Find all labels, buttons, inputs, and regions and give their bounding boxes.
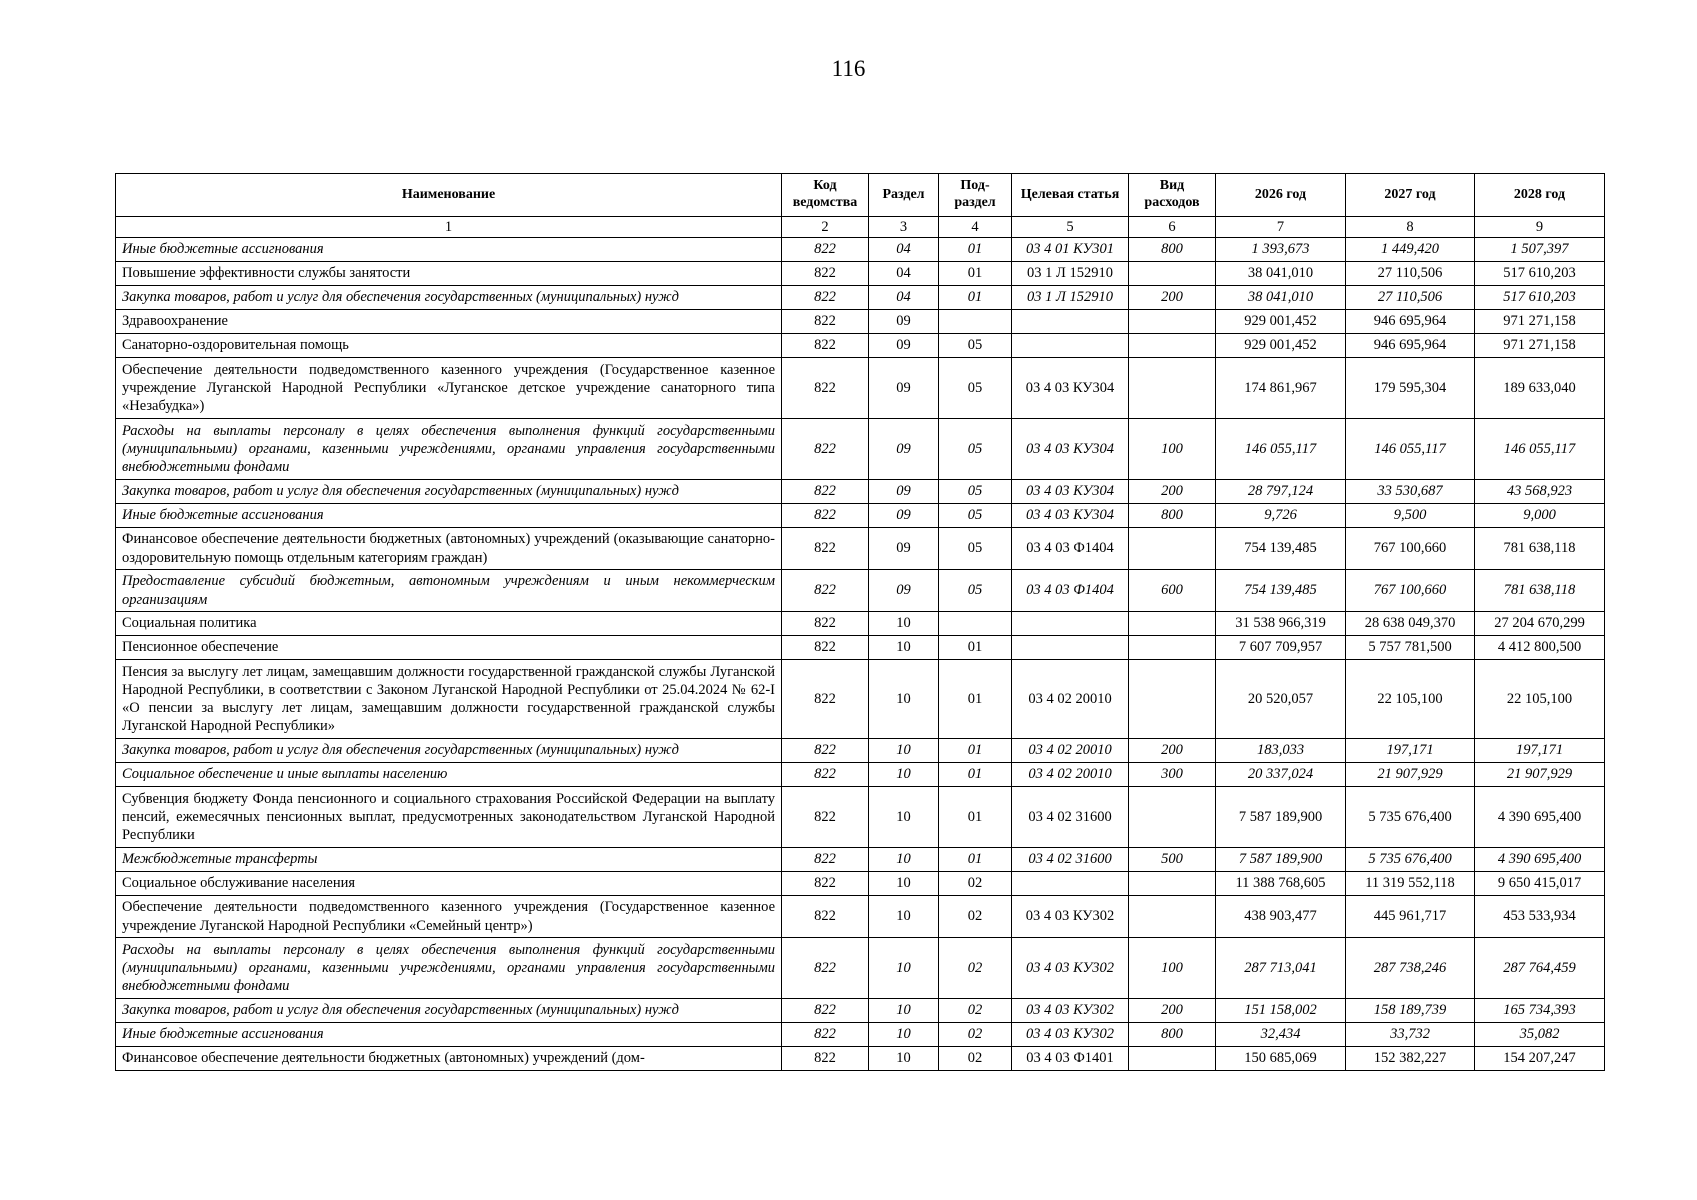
row-kod: 822 [782,1047,869,1071]
row-2026: 32,434 [1216,1023,1346,1047]
row-podrazdel: 01 [939,787,1012,848]
row-2027: 146 055,117 [1346,419,1475,480]
row-2028: 4 412 800,500 [1475,636,1605,660]
row-2026: 20 337,024 [1216,763,1346,787]
table-row [116,787,1605,848]
row-vid [1129,660,1216,739]
row-celevaya: 03 4 03 Ф1401 [1012,1047,1129,1071]
table-row [116,480,1605,504]
row-2028: 781 638,118 [1475,528,1605,570]
row-2028: 453 533,934 [1475,896,1605,938]
row-name: Закупка товаров, работ и услуг для обеспечения государственных (муниципальных) нужд [116,480,782,504]
column-number: 7 [1216,217,1346,238]
row-2028: 4 390 695,400 [1475,848,1605,872]
row-celevaya: 03 4 03 КУ302 [1012,938,1129,999]
row-2026: 31 538 966,319 [1216,612,1346,636]
header-kod: Код ведомства [782,174,869,217]
row-vid: 200 [1129,999,1216,1023]
row-vid: 200 [1129,286,1216,310]
row-podrazdel: 05 [939,480,1012,504]
row-name: Социальное обслуживание населения [116,872,782,896]
row-vid: 500 [1129,848,1216,872]
row-2026: 287 713,041 [1216,938,1346,999]
row-2028: 154 207,247 [1475,1047,1605,1071]
row-kod: 822 [782,480,869,504]
row-razdel: 10 [869,1023,939,1047]
row-2028: 43 568,923 [1475,480,1605,504]
row-razdel: 10 [869,999,939,1023]
row-2027: 767 100,660 [1346,570,1475,612]
table-row [116,612,1605,636]
row-name: Финансовое обеспечение деятельности бюджетных (автономных) учреждений (оказывающие санаторно-оздоровительную помощь отдельным категориям граждан) [116,528,782,570]
row-vid: 800 [1129,238,1216,262]
table-row [116,1023,1605,1047]
row-2028: 4 390 695,400 [1475,787,1605,848]
row-vid [1129,334,1216,358]
header-razdel: Раздел [869,174,939,217]
header-vid: Вид расходов [1129,174,1216,217]
row-2028: 1 507,397 [1475,238,1605,262]
row-vid: 200 [1129,480,1216,504]
row-2026: 28 797,124 [1216,480,1346,504]
row-celevaya [1012,334,1129,358]
row-podrazdel: 02 [939,1047,1012,1071]
row-kod: 822 [782,660,869,739]
row-kod: 822 [782,763,869,787]
row-celevaya: 03 4 02 20010 [1012,660,1129,739]
row-celevaya: 03 4 03 КУ302 [1012,1023,1129,1047]
row-name: Финансовое обеспечение деятельности бюджетных (автономных) учреждений (дом- [116,1047,782,1071]
row-podrazdel: 02 [939,872,1012,896]
row-2027: 767 100,660 [1346,528,1475,570]
row-vid [1129,896,1216,938]
row-2027: 197,171 [1346,739,1475,763]
row-razdel: 10 [869,787,939,848]
row-celevaya: 03 4 03 КУ304 [1012,358,1129,419]
row-vid: 800 [1129,504,1216,528]
row-2028: 22 105,100 [1475,660,1605,739]
row-2027: 179 595,304 [1346,358,1475,419]
table-row [116,310,1605,334]
row-podrazdel: 02 [939,1023,1012,1047]
row-celevaya: 03 4 02 31600 [1012,848,1129,872]
row-name: Расходы на выплаты персоналу в целях обеспечения выполнения функций государственными (муниципальными) органами, казенными учреждениями, органами управления государственными внебюджетными фондами [116,419,782,480]
row-razdel: 04 [869,286,939,310]
row-kod: 822 [782,1023,869,1047]
table-row [116,528,1605,570]
row-podrazdel: 01 [939,848,1012,872]
budget-table [115,173,1605,1071]
row-2028: 971 271,158 [1475,310,1605,334]
row-2027: 287 738,246 [1346,938,1475,999]
row-2028: 27 204 670,299 [1475,612,1605,636]
row-name: Иные бюджетные ассигнования [116,1023,782,1047]
row-celevaya: 03 4 02 31600 [1012,787,1129,848]
row-celevaya: 03 4 03 Ф1404 [1012,528,1129,570]
row-name: Субвенция бюджету Фонда пенсионного и социального страхования Российской Федерации на выплату пенсий, ежемесячных пенсионных выплат, предусмотренных законодательством Луганской Народной Республики [116,787,782,848]
row-2027: 946 695,964 [1346,334,1475,358]
row-razdel: 09 [869,504,939,528]
row-2026: 754 139,485 [1216,570,1346,612]
row-podrazdel: 05 [939,334,1012,358]
table-row [116,872,1605,896]
table-row [116,848,1605,872]
row-name: Повышение эффективности службы занятости [116,262,782,286]
row-razdel: 09 [869,358,939,419]
table-row [116,1047,1605,1071]
row-2026: 183,033 [1216,739,1346,763]
row-2026: 11 388 768,605 [1216,872,1346,896]
row-kod: 822 [782,419,869,480]
row-2027: 28 638 049,370 [1346,612,1475,636]
row-2026: 9,726 [1216,504,1346,528]
row-name: Расходы на выплаты персоналу в целях обеспечения выполнения функций государственными (муниципальными) органами, казенными учреждениями, органами управления государственными внебюджетными фондами [116,938,782,999]
table-row [116,286,1605,310]
row-2027: 11 319 552,118 [1346,872,1475,896]
row-2026: 38 041,010 [1216,286,1346,310]
row-kod: 822 [782,570,869,612]
row-name: Иные бюджетные ассигнования [116,238,782,262]
row-2027: 33,732 [1346,1023,1475,1047]
row-vid [1129,787,1216,848]
table-row [116,419,1605,480]
row-name: Предоставление субсидий бюджетным, автономным учреждениям и иным некоммерческим организациям [116,570,782,612]
row-2027: 158 189,739 [1346,999,1475,1023]
row-podrazdel: 01 [939,660,1012,739]
row-kod: 822 [782,938,869,999]
row-razdel: 09 [869,334,939,358]
row-2028: 165 734,393 [1475,999,1605,1023]
row-2028: 35,082 [1475,1023,1605,1047]
row-vid [1129,262,1216,286]
row-2026: 7 607 709,957 [1216,636,1346,660]
column-number: 5 [1012,217,1129,238]
row-vid [1129,310,1216,334]
row-vid [1129,358,1216,419]
row-vid [1129,872,1216,896]
row-razdel: 10 [869,739,939,763]
row-podrazdel [939,310,1012,334]
row-podrazdel: 05 [939,419,1012,480]
column-number: 4 [939,217,1012,238]
row-kod: 822 [782,848,869,872]
row-2026: 929 001,452 [1216,310,1346,334]
row-celevaya: 03 4 03 КУ304 [1012,504,1129,528]
row-razdel: 10 [869,660,939,739]
row-name: Социальное обеспечение и иные выплаты населению [116,763,782,787]
row-vid [1129,1047,1216,1071]
row-name: Обеспечение деятельности подведомственного казенного учреждения (Государственное казенное учреждение Луганской Народной Республики «Семейный центр») [116,896,782,938]
column-number: 9 [1475,217,1605,238]
row-vid [1129,612,1216,636]
table-row [116,262,1605,286]
header-2028: 2028 год [1475,174,1605,217]
row-kod: 822 [782,739,869,763]
table-row [116,636,1605,660]
column-number: 1 [116,217,782,238]
row-celevaya: 03 4 02 20010 [1012,763,1129,787]
row-name: Санаторно-оздоровительная помощь [116,334,782,358]
column-number-row [116,217,1605,238]
row-razdel: 09 [869,419,939,480]
row-podrazdel: 02 [939,999,1012,1023]
row-kod: 822 [782,286,869,310]
row-name: Обеспечение деятельности подведомственного казенного учреждения (Государственное казенное учреждение Луганской Народной Республики «Луганское детское учреждение санаторного типа «Незабудка») [116,358,782,419]
row-kod: 822 [782,528,869,570]
table-row [116,238,1605,262]
row-podrazdel: 05 [939,528,1012,570]
row-celevaya: 03 4 03 КУ302 [1012,896,1129,938]
row-celevaya [1012,636,1129,660]
row-name: Закупка товаров, работ и услуг для обеспечения государственных (муниципальных) нужд [116,286,782,310]
table-row [116,358,1605,419]
row-2028: 517 610,203 [1475,286,1605,310]
row-podrazdel: 01 [939,286,1012,310]
row-celevaya: 03 1 Л 152910 [1012,286,1129,310]
row-razdel: 10 [869,636,939,660]
row-podrazdel: 01 [939,763,1012,787]
table-row [116,999,1605,1023]
header-2026: 2026 год [1216,174,1346,217]
row-2028: 971 271,158 [1475,334,1605,358]
row-razdel: 10 [869,1047,939,1071]
row-2028: 21 907,929 [1475,763,1605,787]
row-kod: 822 [782,358,869,419]
row-celevaya [1012,612,1129,636]
row-kod: 822 [782,872,869,896]
row-celevaya: 03 4 03 КУ302 [1012,999,1129,1023]
table-row [116,334,1605,358]
row-razdel: 09 [869,528,939,570]
row-celevaya [1012,872,1129,896]
row-celevaya: 03 4 03 КУ304 [1012,480,1129,504]
row-vid: 800 [1129,1023,1216,1047]
row-kod: 822 [782,504,869,528]
row-razdel: 10 [869,612,939,636]
row-name: Пенсия за выслугу лет лицам, замещавшим должности государственной гражданской службы Луганской Народной Республики, в соответствии с Законом Луганской Народной Республики от 25.04.2024 № 62-I «О пенсии за выслугу лет лицам, замещавшим должности государственной гражданской службы Луганской Народной Республики» [116,660,782,739]
row-name: Здравоохранение [116,310,782,334]
row-razdel: 04 [869,238,939,262]
row-razdel: 04 [869,262,939,286]
row-2026: 38 041,010 [1216,262,1346,286]
row-2027: 946 695,964 [1346,310,1475,334]
row-2028: 9,000 [1475,504,1605,528]
row-vid: 600 [1129,570,1216,612]
row-2027: 5 735 676,400 [1346,787,1475,848]
row-kod: 822 [782,262,869,286]
row-2026: 151 158,002 [1216,999,1346,1023]
row-2027: 27 110,506 [1346,262,1475,286]
column-number: 2 [782,217,869,238]
row-podrazdel: 01 [939,238,1012,262]
row-2026: 1 393,673 [1216,238,1346,262]
row-kod: 822 [782,787,869,848]
row-2027: 445 961,717 [1346,896,1475,938]
row-razdel: 09 [869,570,939,612]
row-celevaya: 03 4 03 Ф1404 [1012,570,1129,612]
row-2027: 152 382,227 [1346,1047,1475,1071]
row-podrazdel: 02 [939,896,1012,938]
row-podrazdel: 05 [939,504,1012,528]
row-2027: 22 105,100 [1346,660,1475,739]
row-2027: 5 757 781,500 [1346,636,1475,660]
row-2026: 754 139,485 [1216,528,1346,570]
row-podrazdel: 01 [939,636,1012,660]
row-podrazdel [939,612,1012,636]
row-podrazdel: 01 [939,739,1012,763]
row-2027: 5 735 676,400 [1346,848,1475,872]
row-kod: 822 [782,612,869,636]
row-celevaya: 03 1 Л 152910 [1012,262,1129,286]
table-row [116,763,1605,787]
row-2028: 146 055,117 [1475,419,1605,480]
row-2026: 438 903,477 [1216,896,1346,938]
row-name: Иные бюджетные ассигнования [116,504,782,528]
row-kod: 822 [782,636,869,660]
row-vid: 100 [1129,419,1216,480]
table-row [116,896,1605,938]
row-2027: 21 907,929 [1346,763,1475,787]
header-celevaya: Целевая статья [1012,174,1129,217]
header-2027: 2027 год [1346,174,1475,217]
row-2026: 7 587 189,900 [1216,787,1346,848]
row-kod: 822 [782,999,869,1023]
row-2028: 189 633,040 [1475,358,1605,419]
table-row [116,739,1605,763]
row-celevaya: 03 4 01 КУ301 [1012,238,1129,262]
row-2028: 9 650 415,017 [1475,872,1605,896]
row-name: Закупка товаров, работ и услуг для обеспечения государственных (муниципальных) нужд [116,739,782,763]
row-2027: 9,500 [1346,504,1475,528]
row-razdel: 10 [869,872,939,896]
row-celevaya [1012,310,1129,334]
row-vid: 200 [1129,739,1216,763]
header-name: Наименование [116,174,782,217]
row-razdel: 10 [869,938,939,999]
row-razdel: 09 [869,480,939,504]
table-row [116,938,1605,999]
row-2028: 287 764,459 [1475,938,1605,999]
row-kod: 822 [782,334,869,358]
row-2028: 517 610,203 [1475,262,1605,286]
column-number: 6 [1129,217,1216,238]
row-podrazdel: 02 [939,938,1012,999]
row-vid [1129,528,1216,570]
row-kod: 822 [782,238,869,262]
row-celevaya: 03 4 03 КУ304 [1012,419,1129,480]
row-kod: 822 [782,896,869,938]
row-vid: 100 [1129,938,1216,999]
row-2027: 1 449,420 [1346,238,1475,262]
page-number: 116 [831,56,866,81]
row-name: Социальная политика [116,612,782,636]
row-razdel: 10 [869,763,939,787]
row-2026: 150 685,069 [1216,1047,1346,1071]
row-kod: 822 [782,310,869,334]
header-podrazdel: Под-раздел [939,174,1012,217]
row-2026: 7 587 189,900 [1216,848,1346,872]
table-row [116,504,1605,528]
row-podrazdel: 05 [939,358,1012,419]
row-podrazdel: 01 [939,262,1012,286]
row-vid [1129,636,1216,660]
column-number: 8 [1346,217,1475,238]
row-razdel: 09 [869,310,939,334]
row-vid: 300 [1129,763,1216,787]
row-2027: 33 530,687 [1346,480,1475,504]
row-2027: 27 110,506 [1346,286,1475,310]
table-row [116,660,1605,739]
row-name: Пенсионное обеспечение [116,636,782,660]
row-2026: 146 055,117 [1216,419,1346,480]
row-2026: 929 001,452 [1216,334,1346,358]
row-2026: 20 520,057 [1216,660,1346,739]
table-header-row [116,174,1605,217]
row-2028: 781 638,118 [1475,570,1605,612]
row-2028: 197,171 [1475,739,1605,763]
row-razdel: 10 [869,848,939,872]
row-name: Закупка товаров, работ и услуг для обеспечения государственных (муниципальных) нужд [116,999,782,1023]
table-row [116,570,1605,612]
row-celevaya: 03 4 02 20010 [1012,739,1129,763]
column-number: 3 [869,217,939,238]
row-name: Межбюджетные трансферты [116,848,782,872]
row-2026: 174 861,967 [1216,358,1346,419]
row-podrazdel: 05 [939,570,1012,612]
row-razdel: 10 [869,896,939,938]
